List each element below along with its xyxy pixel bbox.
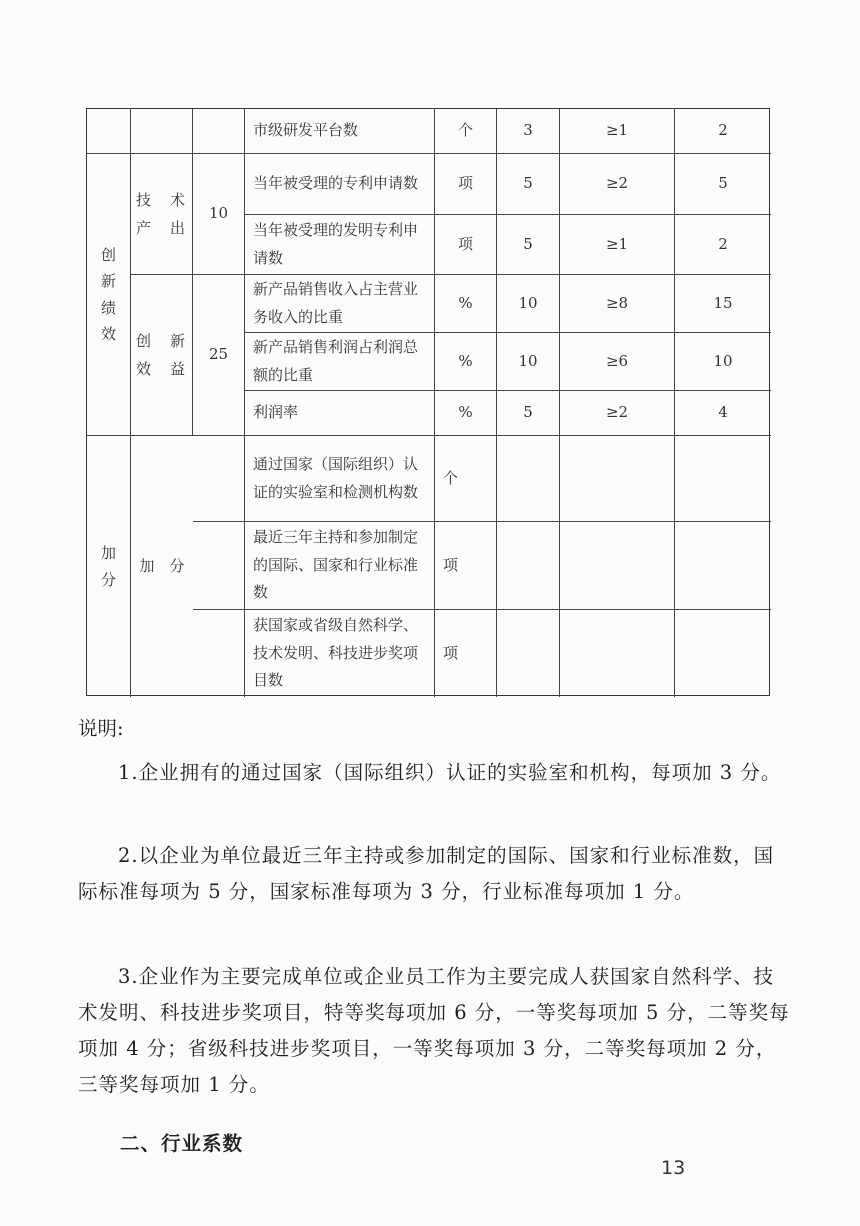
- value-cell: 3: [497, 109, 560, 154]
- unit-cell: %: [435, 333, 497, 391]
- value-cell-empty: [497, 610, 560, 697]
- value-cell: ≥2: [560, 391, 675, 436]
- indicator-table: [86, 108, 770, 696]
- value-cell: 15: [675, 275, 771, 333]
- value-cell: 5: [675, 154, 771, 215]
- weight-technical-output: 10: [193, 154, 245, 275]
- value-cell-empty: [560, 436, 675, 522]
- indicator-name: 利润率: [245, 391, 435, 436]
- unit-cell: 个: [435, 436, 497, 522]
- value-cell: ≥2: [560, 154, 675, 215]
- value-cell-empty: [675, 610, 771, 697]
- weight-cell-empty: [193, 522, 245, 610]
- value-cell: 5: [497, 154, 560, 215]
- notes-label: 说明:: [78, 717, 124, 740]
- value-cell: 10: [497, 275, 560, 333]
- weight-cell-empty: [193, 436, 245, 522]
- value-cell: 10: [675, 333, 771, 391]
- value-cell-empty: [497, 436, 560, 522]
- unit-cell: %: [435, 391, 497, 436]
- category-innovation-performance: 创 新 绩 效: [87, 154, 131, 436]
- indicator-name: 通过国家（国际组织）认证的实验室和检测机构数: [245, 436, 435, 522]
- value-cell-empty: [497, 522, 560, 610]
- weight-cell-empty: [193, 610, 245, 697]
- value-cell: 10: [497, 333, 560, 391]
- category-bonus: 加 分: [87, 436, 131, 697]
- unit-cell: 项: [435, 154, 497, 215]
- value-cell: 4: [675, 391, 771, 436]
- category-cell-continued: [87, 109, 131, 154]
- unit-cell: 项: [435, 610, 497, 697]
- weight-cell-continued: [193, 109, 245, 154]
- indicator-name: 市级研发平台数: [245, 109, 435, 154]
- note-paragraph-3: 3.企业作为主要完成单位或企业员工作为主要完成人获国家自然科学、技术发明、科技进步奖项目，特等奖每项加 6 分，一等奖每项加 5 分，二等奖每项加 4 分；省级科技进步奖项目，一等奖每项加 3 分，二等奖每项加 2 分，三等奖每项加 1 分。: [78, 965, 790, 1096]
- value-cell: 5: [497, 215, 560, 275]
- unit-cell: 项: [435, 215, 497, 275]
- note-paragraph-1: 1.企业拥有的通过国家（国际组织）认证的实验室和机构，每项加 3 分。: [118, 761, 782, 784]
- value-cell-empty: [560, 610, 675, 697]
- indicator-name: 最近三年主持和参加制定的国际、国家和行业标准数: [245, 522, 435, 610]
- page-number: 13: [661, 1157, 686, 1179]
- subcategory-bonus: 加 分: [139, 556, 185, 575]
- section-heading: 二、行业系数: [120, 1132, 244, 1155]
- value-cell: 5: [497, 391, 560, 436]
- subcategory-technical-output: 技 术 产 出: [131, 154, 193, 275]
- indicator-name: 当年被受理的专利申请数: [245, 154, 435, 215]
- weight-innovation-benefit: 25: [193, 275, 245, 436]
- value-cell: 2: [675, 215, 771, 275]
- subcategory-innovation-benefit: 创 新 效 益: [131, 275, 193, 436]
- value-cell: 2: [675, 109, 771, 154]
- value-cell-empty: [675, 522, 771, 610]
- value-cell-empty: [675, 436, 771, 522]
- note-paragraph-2: 2.以企业为单位最近三年主持或参加制定的国际、国家和行业标准数，国际标准每项为 5 分，国家标准每项为 3 分，行业标准每项加 1 分。: [78, 844, 775, 903]
- value-cell: ≥1: [560, 109, 675, 154]
- unit-cell: 个: [435, 109, 497, 154]
- subcategory-cell-continued: [131, 109, 193, 154]
- unit-cell: 项: [435, 522, 497, 610]
- indicator-name: 新产品销售收入占主营业务收入的比重: [245, 275, 435, 333]
- indicator-name: 新产品销售利润占利润总额的比重: [245, 333, 435, 391]
- value-cell-empty: [560, 522, 675, 610]
- unit-cell: %: [435, 275, 497, 333]
- indicator-name: 当年被受理的发明专利申请数: [245, 215, 435, 275]
- value-cell: ≥8: [560, 275, 675, 333]
- indicator-name: 获国家或省级自然科学、技术发明、科技进步奖项目数: [245, 610, 435, 697]
- value-cell: ≥6: [560, 333, 675, 391]
- value-cell: ≥1: [560, 215, 675, 275]
